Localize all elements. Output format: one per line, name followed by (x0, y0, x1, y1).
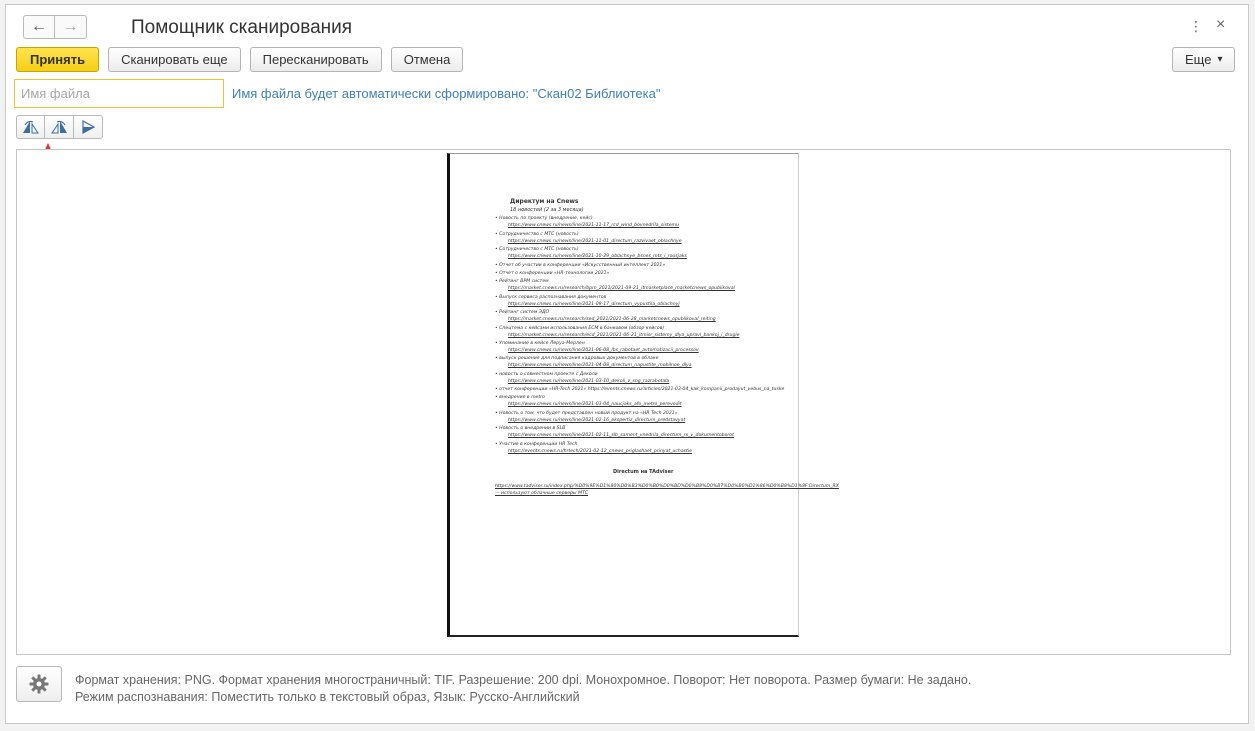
gear-icon (29, 674, 49, 694)
document-item-text: • Сотрудничество с МТС (новость) (495, 231, 785, 238)
info-line-2: Режим распознавания: Поместить только в текстовый образ, Язык: Русско-Английский (75, 690, 580, 704)
document-list-item (495, 309, 785, 323)
document-subtitle: 18 новостей (2 за 3 месяца) (510, 207, 584, 213)
document-item-text: • Упоминание в кейсе Леруа-Мерлен (495, 340, 785, 347)
flip-icon (79, 120, 97, 134)
document-item-text: • внедрение в metro (495, 394, 785, 401)
document-item-text: • Рейтинг BPM систем (495, 278, 785, 285)
more-label: Еще (1185, 52, 1212, 67)
document-last-item: https://www.tadviser.ru/index.php/%D0%9E%D1%80%D0%B3%D0%B0%D0%BD%D0%B8%D0%B7%D0%B0%D1%86%D0%B8%D1%8F:Directum_RX — используют облачные серверы МТС (495, 483, 839, 496)
filename-input[interactable] (14, 79, 224, 108)
document-list-item (495, 294, 785, 308)
filename-hint: Имя файла будет автоматически сформировано: "Скан02 Библиотека" (232, 86, 661, 101)
document-item-text: • Рейтинг систем ЭДО (495, 309, 785, 316)
window-title: Помощник сканирования (131, 17, 353, 38)
rotate-right-icon (50, 120, 68, 134)
scan-more-button[interactable]: Сканировать еще (108, 47, 241, 72)
document-item-text: • новость о совместном проекте с Деколи (495, 371, 785, 378)
document-item-link: https://events.cnews.ru/hrtech/2021-02-12_cnews_priglashaet_prinyat_uchastie (508, 448, 692, 454)
document-list-item (495, 325, 785, 339)
document-item-text: • Спецтема с кейсами использования ECM в банковом (обзор кейсов) (495, 325, 785, 332)
chevron-down-icon: ▾ (1217, 54, 1223, 65)
document-list-item (495, 246, 785, 260)
arrow-right-icon: → (62, 18, 79, 35)
scanned-page (447, 153, 839, 637)
document-list-item (495, 231, 785, 245)
rotate-left-button[interactable] (16, 115, 45, 139)
document-item-link: https://www.cnews.ru/news/line/2021-11-01_directum_razvivaet_oblachnye (508, 238, 682, 244)
document-list-item (495, 270, 785, 277)
document-list-item (495, 441, 785, 455)
document-list-item (495, 278, 785, 292)
rotate-controls (16, 115, 103, 139)
scan-preview-area[interactable] (16, 149, 1231, 655)
document-item-text: • Отчет об участии в конференции «Искусственный интеллект 2021» (495, 262, 785, 269)
close-icon[interactable]: × (1216, 16, 1226, 33)
document-item-text: • Отчет о конференции «HR-технологии 2021» (495, 270, 785, 277)
document-item-link: https://market.cnews.ru/research/sed_2021/2021-06-28_marketcnews_opublikoval_reiting (508, 317, 716, 323)
document-item-link: https://www.cnews.ru/news/line/2021-02-16_ekspertiz_directum_predstavyat (508, 417, 686, 423)
document-item-text: • Новость по проекту (внедрение, кейс) (495, 215, 785, 222)
document-list-item (495, 410, 785, 424)
document-item-link: https://www.cnews.ru/news/line/2021-10-29_oblachnye_bsnes_mts_i_rousjaks (508, 254, 687, 260)
rotate-left-icon (22, 120, 40, 134)
accept-button[interactable]: Принять (16, 47, 99, 72)
more-button[interactable] (1172, 47, 1235, 72)
scan-assistant-window (5, 4, 1249, 724)
back-button[interactable] (23, 15, 55, 39)
document-list-item (495, 394, 785, 408)
document-item-link: https://www.cnews.ru/news/line/2021-03-04_naucjaks_afo_metro_perevodit (508, 402, 682, 408)
document-item-text: • Новость о том, что будет представлен новый продукт на «HR Tech 2021» (495, 410, 785, 417)
document-item-text: • отчет конференции «HR-Tech 2021» https://events.cnews.ru/articles/2021-03-04_kak_kompanii_prodayut_vebus_na_tuske (495, 386, 785, 393)
document-item-link: https://www.cnews.ru/news/line/2021-06-08_lbs_rabotaet_avtomatizacii_processov (508, 347, 699, 353)
rotate-right-button[interactable] (45, 115, 74, 139)
toolbar (16, 47, 463, 72)
flip-button[interactable] (74, 115, 103, 139)
more-options-icon[interactable]: ⋮ (1189, 18, 1203, 34)
document-item-link: https://www.cnews.ru/news/line/2021-02-11_slb_sament_vnedrila_directum_rx_v_dokumentoborot (508, 433, 734, 439)
document-content (495, 198, 839, 497)
document-section-title: Directum на TAdviser (613, 468, 674, 475)
document-item-text: • выпуск решения для подписания кадровых документов в облаке (495, 355, 785, 362)
document-list-item (495, 215, 785, 229)
document-item-link: https://www.cnews.ru/news/line/2021-03-10_dekoli_v_sng_razrabotala (508, 378, 670, 384)
forward-button[interactable] (55, 15, 87, 39)
document-item-text: • Новость о внедрении в SLB (495, 425, 785, 432)
document-item-link: https://market.cnews.ru/research/ecd_2021/2021-06-21_itmisr_sistemy_dlya_upravl_bankoj_i_drugie (508, 332, 740, 338)
document-list-item (495, 355, 785, 369)
settings-button[interactable] (16, 666, 62, 702)
document-item-link: https://www.cnews.ru/news/line/2021-04-08_directum_napustite_mobilnoe_dlya (508, 363, 692, 369)
document-list-item (495, 371, 785, 385)
arrow-left-icon: ← (31, 18, 47, 35)
document-item-link: https://www.cnews.ru/news/line/2021-09-17_directum_vypustila_oblachnyj (508, 301, 680, 307)
document-list-item (495, 386, 785, 393)
document-item-link: https://www.cnews.ru/news/line/2021-11-17_rcd_wind_bovnedrila_sistemu (508, 223, 679, 229)
document-list-item (495, 425, 785, 439)
document-item-link: https://market.cnews.ru/research/bpm_2021/2021-09-21_itmarketplace_marketcnews_opublikoval (508, 286, 735, 292)
scan-settings-info (75, 672, 971, 706)
navigation-buttons (23, 15, 87, 39)
document-list-item (495, 262, 785, 269)
document-item-text: • Выпуск сервиса распознавания документов (495, 294, 785, 301)
cancel-button[interactable]: Отмена (391, 47, 464, 72)
document-item-text: • Участие в конференции HR Tech (495, 441, 785, 448)
info-line-1: Формат хранения: PNG. Формат хранения многостраничный: TIF. Разрешение: 200 dpi. Монохромное. Поворот: Нет поворота. Размер бумаги: Не задано. (75, 673, 972, 687)
document-list-item (495, 340, 785, 354)
rescan-button[interactable]: Пересканировать (250, 47, 382, 72)
document-item-text: • Сотрудничество с МТС (новость) (495, 246, 785, 253)
document-title: Директум на Cnews (510, 198, 579, 205)
